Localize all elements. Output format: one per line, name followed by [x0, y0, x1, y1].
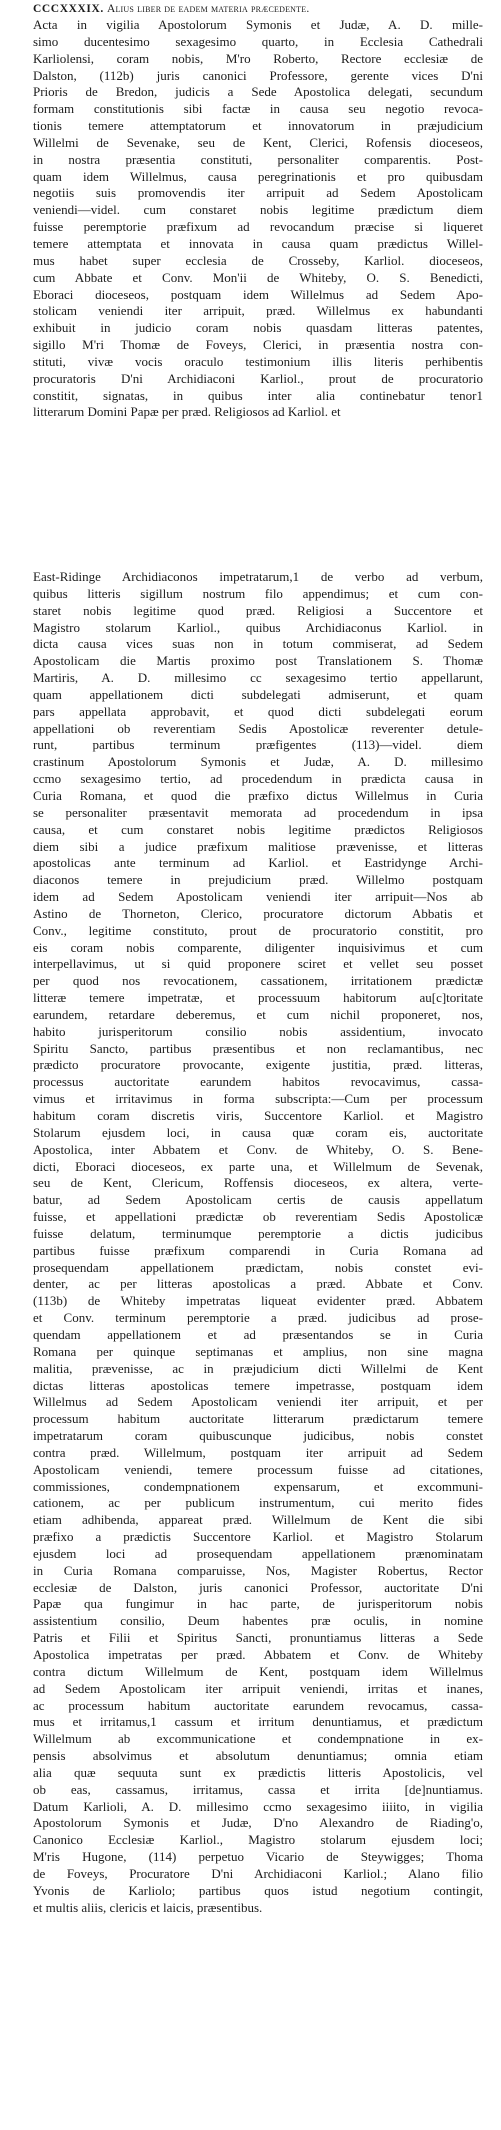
text-line: ob eas, cassamus, irritamus, cassa et irrita [de]nuntiamus. [33, 1781, 483, 1797]
text-line: per quod nos revocationem, cassationem, irritationem prædictæ [33, 973, 483, 989]
text-line: Apostolica, inter Abbatem et Conv. de Whiteby, O. S. Bene- [33, 1141, 483, 1157]
text-line: Acta in vigilia Apostolorum Symonis et Judæ, A. D. mille- [33, 17, 483, 32]
text-line: cum Abbate et Conv. Mon'ii de Whiteby, O. S. Benedicti, [33, 269, 483, 285]
text-line: Martiris, A. D. millesimo cc sexagesimo tertio appellarunt, [33, 670, 483, 686]
text-line: formam constitutionis sibi factæ in causa seu negotio revoca- [33, 101, 483, 117]
text-line: etiam adhibenda, appareat præd. Willelmum de Kent die sibi [33, 1512, 483, 1528]
text-line: et Conv. terminum peremptorie a præd. judicibus ad prose- [33, 1310, 483, 1326]
text-line: veniendi—videl. cum constaret nobis legitime prædictum diem [33, 202, 483, 218]
text-line: Patris et Filii et Spiritus Sancti, pronuntiamus litteras a Sede [33, 1630, 483, 1646]
text-line: ac processum habitum auctoritate earundem revocamus, cassa- [33, 1697, 483, 1713]
text-line: dicta causa vices suas non in totum commiserat, ad Sedem [33, 636, 483, 652]
text-line: in nostra præsentia constituti, personaliter comparentis. Post- [33, 151, 483, 167]
text-line: dictas litteras apostolicas temere impetrasse, postquam idem [33, 1377, 483, 1393]
text-line: litteræ temere impetratæ, et processuum habitorum au[c]toritate [33, 990, 483, 1006]
text-line: diem sibi a judice præfixum malitiose prævenisse, et litteras [33, 838, 483, 854]
text-line: eis coram nobis comparente, diligenter inquisivimus et cum [33, 939, 483, 955]
text-line: prosequendam appellationem prædictam, nobis constet evi- [33, 1259, 483, 1275]
text-line: stituti, vivæ vocis oraculo testimonium illis literis perhibentis [33, 353, 483, 369]
text-line: diaconos temere in prejudicium præd. Willelmo postquam [33, 872, 483, 888]
text-line: processus auctoritate earundem habitos revocavimus, cassa- [33, 1074, 483, 1090]
text-line: Astino de Thorneton, Clerico, procuratore dictorum Abbatis et [33, 905, 483, 921]
text-line: exhibuit in judicio coram nobis quasdam litteras patentes, [33, 320, 483, 336]
text-line: crastinum Apostolorum Symonis et Judæ, A. D. millesimo [33, 754, 483, 770]
text-line: earundem, retardare deberemus, et cum nichil proponeret, nos, [33, 1006, 483, 1022]
text-line: in Curia Romana comparuisse, Nos, Magister Robertus, Rector [33, 1562, 483, 1578]
text-line: fuisse delatum, terminumque peremptorie a dictis judicibus [33, 1225, 483, 1241]
text-line: alia quæ sequuta sunt ex prædictis litteris Apostolicis, vel [33, 1764, 483, 1780]
text-line: Willelmus ad Sedem Apostolicam veniendi iter arripuit, et per [33, 1394, 483, 1410]
text-line: Willelmi de Sevenake, seu de Kent, Clerici, Rofensis dioceseos, [33, 134, 483, 150]
text-line: ccmo sexagesimo tertio, ad procedendum in prædicta causa in [33, 771, 483, 787]
text-block-2 [33, 569, 483, 1917]
section-heading [33, 3, 483, 15]
text-line: habito jurisperitorum consilio nobis assidentium, invocato [33, 1023, 483, 1039]
text-line: quam idem Willelmus, causa peregrinationis et pro quibusdam [33, 168, 483, 184]
text-line: Canonico Ecclesiæ Karliol., Magistro stolarum ejusdem loci; [33, 1832, 483, 1848]
text-line: impetratarum coram quibuscunque judicibus, nobis constet [33, 1428, 483, 1444]
text-line: Apostolicam die Martis proximo post Translationem S. Thomæ [33, 653, 483, 669]
text-line: ecclesiæ de Dalston, juris canonici Professor, auctoritate D'ni [33, 1579, 483, 1595]
text-line: litterarum Domini Papæ per præd. Religiosos ad Karliol. et [33, 404, 341, 420]
text-line: quam appellationem dicti subdelegati admiserunt, et quam [33, 686, 483, 702]
text-line: appellationi ob reverentiam Sedis Apostolicæ reverenter detule- [33, 720, 483, 736]
text-line: Magistro stolarum Karliol., quibus Archidiaconus Karliol. in [33, 619, 483, 635]
text-line: processum habitum auctoritate litterarum prædictarum temere [33, 1411, 483, 1427]
text-line: contra præd. Willelmum, postquam iter arripuit ad Sedem [33, 1444, 483, 1460]
text-line: runt, partibus terminum præfigentes (113)—videl. diem [33, 737, 483, 753]
text-line: M'ris Hugone, (114) perpetuo Vicario de Steywigges; Thoma [33, 1849, 483, 1865]
text-line: præfixo a prædictis Succentore Karliol. et Magistro Stolarum [33, 1529, 483, 1545]
text-line: mus habet super ecclesia de Crosseby, Karliol. dioceseos, [33, 252, 483, 268]
text-line: habitum coram discretis viris, Succentore Karliol. et Magistro [33, 1108, 483, 1123]
text-line: mus et irritamus,1 cassum et irritum denuntiamus, et prædictum [33, 1714, 483, 1730]
text-line: prædicto procuratore provocante, exigente justitia, præd. litteras, [33, 1057, 483, 1073]
text-line: assistentium consilio, Deum habentes præ oculis, in nomine [33, 1613, 483, 1629]
text-line: simo ducentesimo sexagesimo quarto, in Ecclesia Cathedrali [33, 33, 483, 49]
text-line: batur, ad Sedem Apostolicam certis de causis appellatum [33, 1192, 483, 1208]
text-line: procuratoris D'ni Archidiaconi Karliol., prout de procuratorio [33, 370, 483, 386]
text-line: Karliolensi, coram nobis, M'ro Roberto, Rectore ecclesiæ de [33, 50, 483, 66]
text-line: staret nobis legitime quod præd. Religiosi a Succentore et [33, 602, 483, 618]
text-line: East-Ridinge Archidiaconos impetratarum,1 de verbo ad verbum, [33, 569, 483, 584]
text-line: Papæ qua fungimur in hac parte, de jurisperitorum nobis [33, 1596, 483, 1612]
text-line: Curia Romana, et quod die præfixo dictus Willelmus in Curia [33, 787, 483, 803]
section-number: CCCXXXIX. [33, 3, 104, 15]
text-line: seu de Kent, Clericum, Roffensis dioceseos, ex altera, verte- [33, 1175, 483, 1191]
text-line: Apostolorum Symonis et Judæ, D'no Alexandro de Riading'o, [33, 1815, 483, 1831]
text-line: commissiones, condempnationem expensarum, et excommuni- [33, 1478, 483, 1494]
text-line: Romana per quinque septimanas et amplius, non sine magna [33, 1343, 483, 1359]
text-line: fuisse, et appellationi prædictæ ob reverentiam Sedis Apostolicæ [33, 1209, 483, 1225]
text-line: (113b) de Whiteby impetratas liqueat evidenter præd. Abbatem [33, 1293, 483, 1309]
text-line: pars appellata approbavit, et quod dicti subdelegati eorum [33, 703, 483, 719]
text-line: Yvonis de Karliolo; partibus quos istud negotium contingit, [33, 1882, 483, 1898]
text-line: se personaliter præsentavit memorata ad procedendum in ipsa [33, 804, 483, 820]
text-line: Conv., legitime constituto, prout de procuratorio constitit, pro [33, 922, 483, 938]
text-line: Stolarum ejusdem loci, in causa quæ coram eis, auctoritate [33, 1124, 483, 1140]
text-line: cationem, ac per publicum instrumentum, cui merito fides [33, 1495, 483, 1511]
text-line: fuisse peremptorie præfixum ad revocandum præcise si liqueret [33, 219, 483, 235]
text-line: de Foveys, Procuratore D'ni Archidiaconi Karliol.; Alano filio [33, 1865, 483, 1881]
text-line: Eboraci dioceseos, postquam idem Willelmus ad Sedem Apo- [33, 286, 483, 302]
text-line: dicti, Eboraci dioceseos, ex parte una, et Willelmum de Sevenak, [33, 1158, 483, 1174]
text-line: denter, ac per litteras apostolicas a præd. Abbate et Conv. [33, 1276, 483, 1292]
text-line: tionis temere attemptatorum et innovatorum in præjudicium [33, 118, 483, 134]
text-line: negotiis suis promovendis iter arripuit ad Sedem Apostolicam [33, 185, 483, 201]
text-line: quendam appellationem et ad præsentandos se in Curia [33, 1326, 483, 1342]
text-line: idem ad Sedem Apostolicam veniendi iter arripuit—Nos ab [33, 889, 483, 905]
text-line: Dalston, (112b) juris canonici Professore, gerente vices D'ni [33, 67, 483, 83]
text-line: interpellavimus, ut si quid proponere sciret et vellet seu posset [33, 956, 483, 972]
text-line: stolicam veniendi iter arripuit, præd. Willelmus ex habundanti [33, 303, 483, 319]
text-line: Prioris de Bredon, judicis a Sede Apostolica delegati, secundum [33, 84, 483, 100]
text-line: et multis aliis, clericis et laicis, præsentibus. [33, 1899, 263, 1915]
text-line: pensis absolvimus et absolutum denuntiamus; omnia etiam [33, 1748, 483, 1764]
text-line: apostolicas ante terminum ad Karliol. et Eastridynge Archi- [33, 855, 483, 871]
text-line: sigillo M'ri Thomæ de Foveys, Clerici, in præsentia nostra con- [33, 337, 483, 353]
text-line: constitit, signatas, in quibus inter alia continebatur tenor1 [33, 387, 483, 403]
text-line: Apostolicam veniendi, temere processum fuisse ad citationes, [33, 1461, 483, 1477]
text-line: Spiritu Sancto, partibus præsentibus et non reclamantibus, nec [33, 1040, 483, 1056]
text-line: ejusdem loci ad prosequendam appellationem prænominatam [33, 1545, 483, 1561]
text-line: Apostolica impetratas per præd. Abbatem et Conv. de Whiteby [33, 1647, 483, 1662]
text-line: Willelmum ab excommunicatione et condempnatione in ex- [33, 1731, 483, 1747]
text-line: vimus et irritavimus in forma subscripta:—Cum per processum [33, 1091, 483, 1107]
text-line: malitia, prævenisse, ac in præjudicium dicti Willelmi de Kent [33, 1360, 483, 1376]
text-line: quibus litteris sigillum nostrum filo appendimus; et cum con- [33, 585, 483, 601]
text-line: ad Sedem Apostolicam iter arripuit veniendi, irritas et inanes, [33, 1680, 483, 1696]
text-line: partibus fuisse præfixum comparendi in Curia Romana ad [33, 1242, 483, 1258]
text-line: contra dictum Willelmum de Kent, postquam idem Willelmus [33, 1663, 483, 1679]
text-line: causa, et cum constaret nobis legitime prædictos Religiosos [33, 821, 483, 837]
section-title: Alius liber de eadem materia præcedente. [106, 3, 310, 15]
text-block-1 [33, 17, 483, 421]
text-line: Datum Karlioli, A. D. millesimo ccmo sexagesimo iiiito, in vigilia [33, 1798, 483, 1814]
text-line: temere attemptata et innovata in causa quam prædictus Willel- [33, 235, 483, 251]
